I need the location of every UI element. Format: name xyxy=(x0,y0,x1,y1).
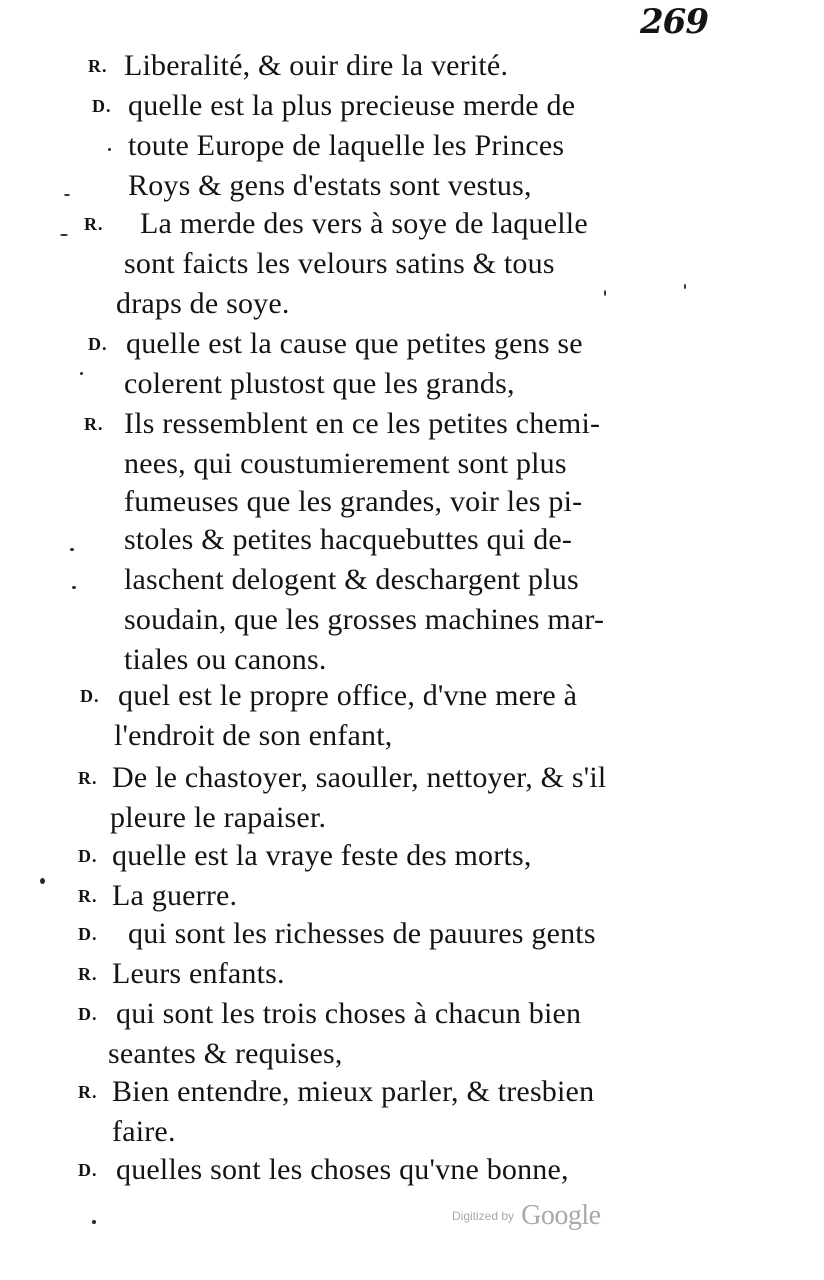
line-text: laschent delogent & deschargent plus xyxy=(124,563,579,596)
text-line xyxy=(0,836,824,876)
speaker-mark: R. xyxy=(78,886,98,906)
text-line xyxy=(0,364,824,404)
line-text: quelle est la plus precieuse merde de xyxy=(128,89,576,122)
text-line xyxy=(0,284,824,324)
speaker-mark: R. xyxy=(78,1082,98,1102)
text-line xyxy=(0,324,824,364)
line-text: quelles sont les choses qu'vne bonne, xyxy=(116,1153,569,1186)
speaker-mark: D. xyxy=(78,1160,98,1180)
text-line xyxy=(0,482,824,522)
speaker-mark: R. xyxy=(84,414,104,434)
page-number: 269 xyxy=(640,2,708,42)
text-line xyxy=(0,46,824,86)
text-line xyxy=(0,876,824,916)
text-line xyxy=(0,166,824,206)
speaker-mark: D. xyxy=(78,1004,98,1024)
text-line xyxy=(0,798,824,838)
line-text: colerent plustost que les grands, xyxy=(124,367,515,400)
text-line xyxy=(0,1072,824,1112)
text-line xyxy=(0,1034,824,1074)
text-line xyxy=(0,954,824,994)
line-text: fumeuses que les grandes, voir les pi- xyxy=(124,485,583,518)
text-line xyxy=(0,444,824,484)
line-text: stoles & petites hacquebuttes qui de- xyxy=(124,523,573,556)
text-line xyxy=(0,1150,824,1190)
line-text: Liberalité, & ouir dire la verité. xyxy=(124,49,509,82)
speaker-mark: R. xyxy=(78,964,98,984)
speaker-mark: D. xyxy=(78,924,98,944)
line-text: tiales ou canons. xyxy=(124,643,327,676)
text-line xyxy=(0,914,824,954)
text-line xyxy=(0,560,824,600)
digitized-label: Digitized by xyxy=(452,1209,515,1223)
text-line xyxy=(0,676,824,716)
line-text: quel est le propre office, d'vne mere à xyxy=(118,679,578,712)
text-line xyxy=(0,244,824,284)
line-text: sont faicts les velours satins & tous xyxy=(124,247,555,280)
line-text: qui sont les richesses de pauures gents xyxy=(128,917,596,950)
line-text: seantes & requises, xyxy=(108,1037,343,1070)
text-line xyxy=(0,404,824,444)
line-text: pleure le rapaiser. xyxy=(110,801,327,834)
text-line xyxy=(0,520,824,560)
speaker-mark: R. xyxy=(88,56,108,76)
line-text: qui sont les trois choses à chacun bien xyxy=(116,997,582,1030)
line-text: Roys & gens d'estats sont vestus, xyxy=(128,169,532,202)
text-line xyxy=(0,204,824,244)
text-line xyxy=(0,994,824,1034)
speaker-mark: D. xyxy=(88,334,108,354)
line-text: La merde des vers à soye de laquelle xyxy=(140,207,588,240)
text-line xyxy=(0,126,824,166)
line-text: De le chastoyer, saouller, nettoyer, & s'il xyxy=(112,761,607,794)
line-text: Bien entendre, mieux parler, & tresbien xyxy=(112,1075,595,1108)
speaker-mark: D. xyxy=(92,96,112,116)
speaker-mark: D. xyxy=(78,846,98,866)
digitized-by-google-watermark xyxy=(452,1200,601,1240)
line-text: toute Europe de laquelle les Princes xyxy=(128,129,565,162)
line-text: l'endroit de son enfant, xyxy=(114,719,393,752)
text-line xyxy=(0,716,824,756)
speaker-mark: R. xyxy=(84,214,104,234)
text-line xyxy=(0,1112,824,1152)
line-text: Leurs enfants. xyxy=(112,957,285,990)
line-text: La guerre. xyxy=(112,879,238,912)
text-line xyxy=(0,600,824,640)
google-logo: Google xyxy=(521,1200,601,1231)
line-text: nees, qui coustumierement sont plus xyxy=(124,447,567,480)
line-text: quelle est la vraye feste des morts, xyxy=(112,839,532,872)
text-line xyxy=(0,640,824,680)
line-text: quelle est la cause que petites gens se xyxy=(126,327,583,360)
scan-speck xyxy=(92,1220,96,1224)
line-text: Ils ressemblent en ce les petites chemi- xyxy=(124,407,601,440)
speaker-mark: D. xyxy=(80,686,100,706)
line-text: draps de soye. xyxy=(116,287,290,320)
line-text: soudain, que les grosses machines mar- xyxy=(124,603,605,636)
line-text: faire. xyxy=(112,1115,176,1148)
text-line xyxy=(0,758,824,798)
text-line xyxy=(0,86,824,126)
speaker-mark: R. xyxy=(78,768,98,788)
